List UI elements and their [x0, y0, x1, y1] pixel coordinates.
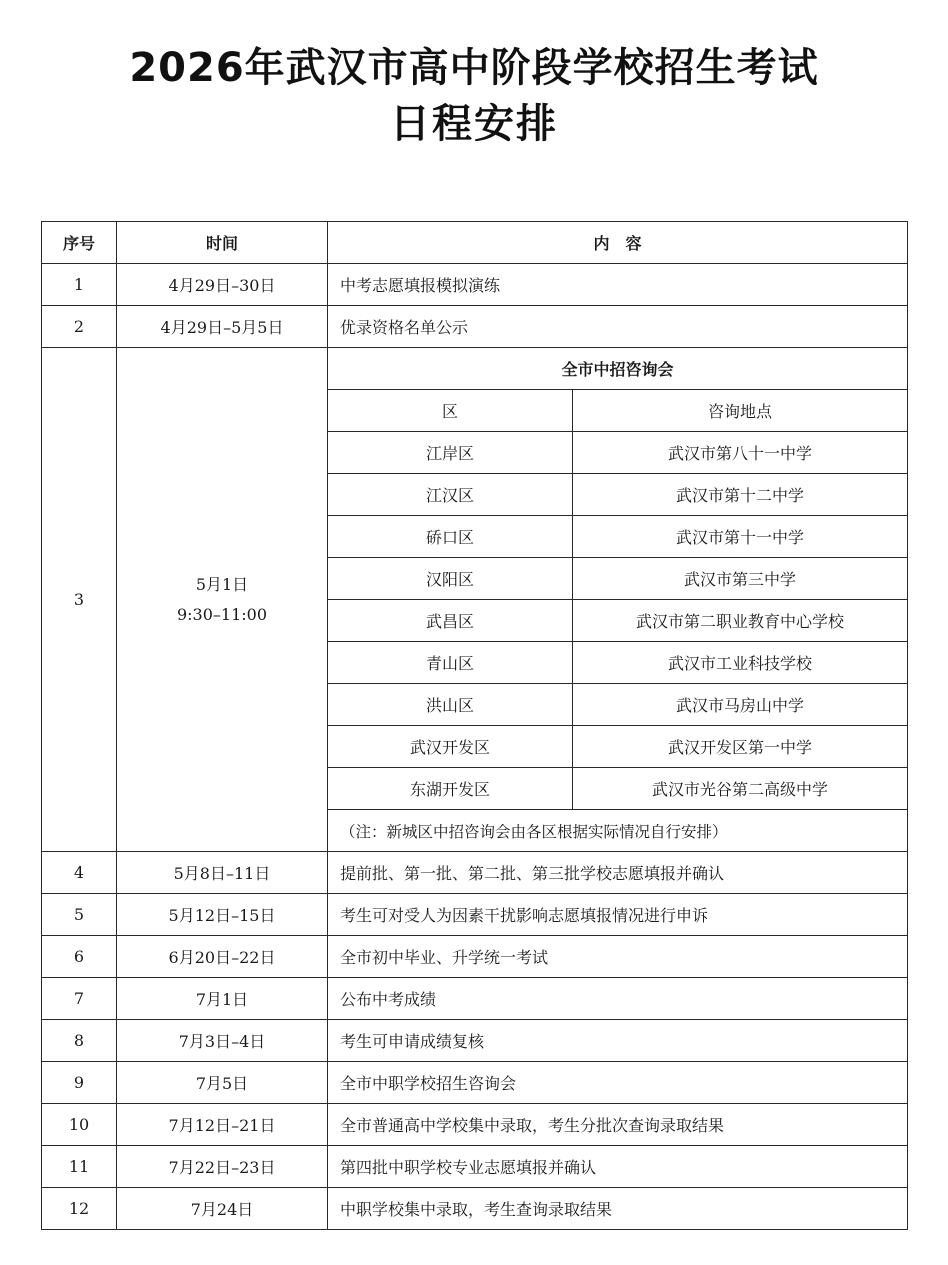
site-location: 武汉市工业科技学校: [573, 642, 908, 684]
consult-title: 全市中招咨询会: [328, 348, 908, 390]
site-district: 江汉区: [328, 474, 573, 516]
table-row: [42, 894, 908, 936]
row-no: 8: [42, 1020, 117, 1062]
row-content: 第四批中职学校专业志愿填报并确认: [328, 1146, 908, 1188]
site-district: 江岸区: [328, 432, 573, 474]
row-no: 11: [42, 1146, 117, 1188]
table-row: [42, 1188, 908, 1230]
row-content: 中考志愿填报模拟演练: [328, 264, 908, 306]
table-row: [42, 1062, 908, 1104]
consult-date: 5月1日: [195, 574, 249, 594]
row-content: 中职学校集中录取，考生查询录取结果: [328, 1188, 908, 1230]
row-no: 1: [42, 264, 117, 306]
row-time: 6月20日–22日: [117, 936, 328, 978]
row-content: 全市初中毕业、升学统一考试: [328, 936, 908, 978]
site-district: 硚口区: [328, 516, 573, 558]
table-row: [42, 978, 908, 1020]
row-content: 公布中考成绩: [328, 978, 908, 1020]
row-no: 2: [42, 306, 117, 348]
row-time: 5月12日–15日: [117, 894, 328, 936]
row-no: 12: [42, 1188, 117, 1230]
consult-hours: 9:30–11:00: [176, 604, 268, 624]
row-content: 优录资格名单公示: [328, 306, 908, 348]
table-row: [42, 264, 908, 306]
header-no: 序号: [42, 222, 117, 264]
row-time: 7月24日: [117, 1188, 328, 1230]
site-district: 东湖开发区: [328, 768, 573, 810]
page-title: 2026年武汉市高中阶段学校招生考试: [129, 45, 819, 91]
row-time: 7月1日: [117, 978, 328, 1020]
site-district: 洪山区: [328, 684, 573, 726]
header-time: 时间: [117, 222, 328, 264]
row-no: 10: [42, 1104, 117, 1146]
row-time: 7月22日–23日: [117, 1146, 328, 1188]
row-no: 3: [42, 348, 117, 852]
row-content: 全市中职学校招生咨询会: [328, 1062, 908, 1104]
row-content: 全市普通高中学校集中录取，考生分批次查询录取结果: [328, 1104, 908, 1146]
site-district: 青山区: [328, 642, 573, 684]
site-location: 武汉市第十二中学: [573, 474, 908, 516]
table-row: [42, 1146, 908, 1188]
row-time: 4月29日–30日: [117, 264, 328, 306]
site-location: 武汉开发区第一中学: [573, 726, 908, 768]
table-header-row: [42, 222, 908, 264]
consult-col-location: 咨询地点: [573, 390, 908, 432]
site-district: 汉阳区: [328, 558, 573, 600]
consult-title-row: [42, 348, 908, 390]
row-content: 提前批、第一批、第二批、第三批学校志愿填报并确认: [328, 852, 908, 894]
row-time: 7月3日–4日: [117, 1020, 328, 1062]
table-body: [42, 264, 908, 1230]
table-row: [42, 936, 908, 978]
header-content: 内 容: [328, 222, 908, 264]
table-row: [42, 1020, 908, 1062]
consult-note: （注：新城区中招咨询会由各区根据实际情况自行安排）: [328, 810, 908, 852]
row-no: 7: [42, 978, 117, 1020]
row-time: 5月8日–11日: [117, 852, 328, 894]
row-time: 4月29日–5月5日: [117, 306, 328, 348]
site-district: 武汉开发区: [328, 726, 573, 768]
table-row: [42, 852, 908, 894]
site-district: 武昌区: [328, 600, 573, 642]
row-time: 7月5日: [117, 1062, 328, 1104]
row-no: 4: [42, 852, 117, 894]
schedule-table: [41, 221, 908, 1230]
table-row: [42, 1104, 908, 1146]
consult-col-district: 区: [328, 390, 573, 432]
site-location: 武汉市第八十一中学: [573, 432, 908, 474]
row-no: 5: [42, 894, 117, 936]
site-location: 武汉市第二职业教育中心学校: [573, 600, 908, 642]
site-location: 武汉市第十一中学: [573, 516, 908, 558]
row-content: 考生可对受人为因素干扰影响志愿填报情况进行申诉: [328, 894, 908, 936]
site-location: 武汉市第三中学: [573, 558, 908, 600]
row-no: 9: [42, 1062, 117, 1104]
row-time: 7月12日–21日: [117, 1104, 328, 1146]
page-subtitle: 日程安排: [390, 101, 558, 147]
row-no: 6: [42, 936, 117, 978]
site-location: 武汉市光谷第二高级中学: [573, 768, 908, 810]
table-row: [42, 306, 908, 348]
site-location: 武汉市马房山中学: [573, 684, 908, 726]
consult-time: [117, 348, 328, 852]
row-content: 考生可申请成绩复核: [328, 1020, 908, 1062]
